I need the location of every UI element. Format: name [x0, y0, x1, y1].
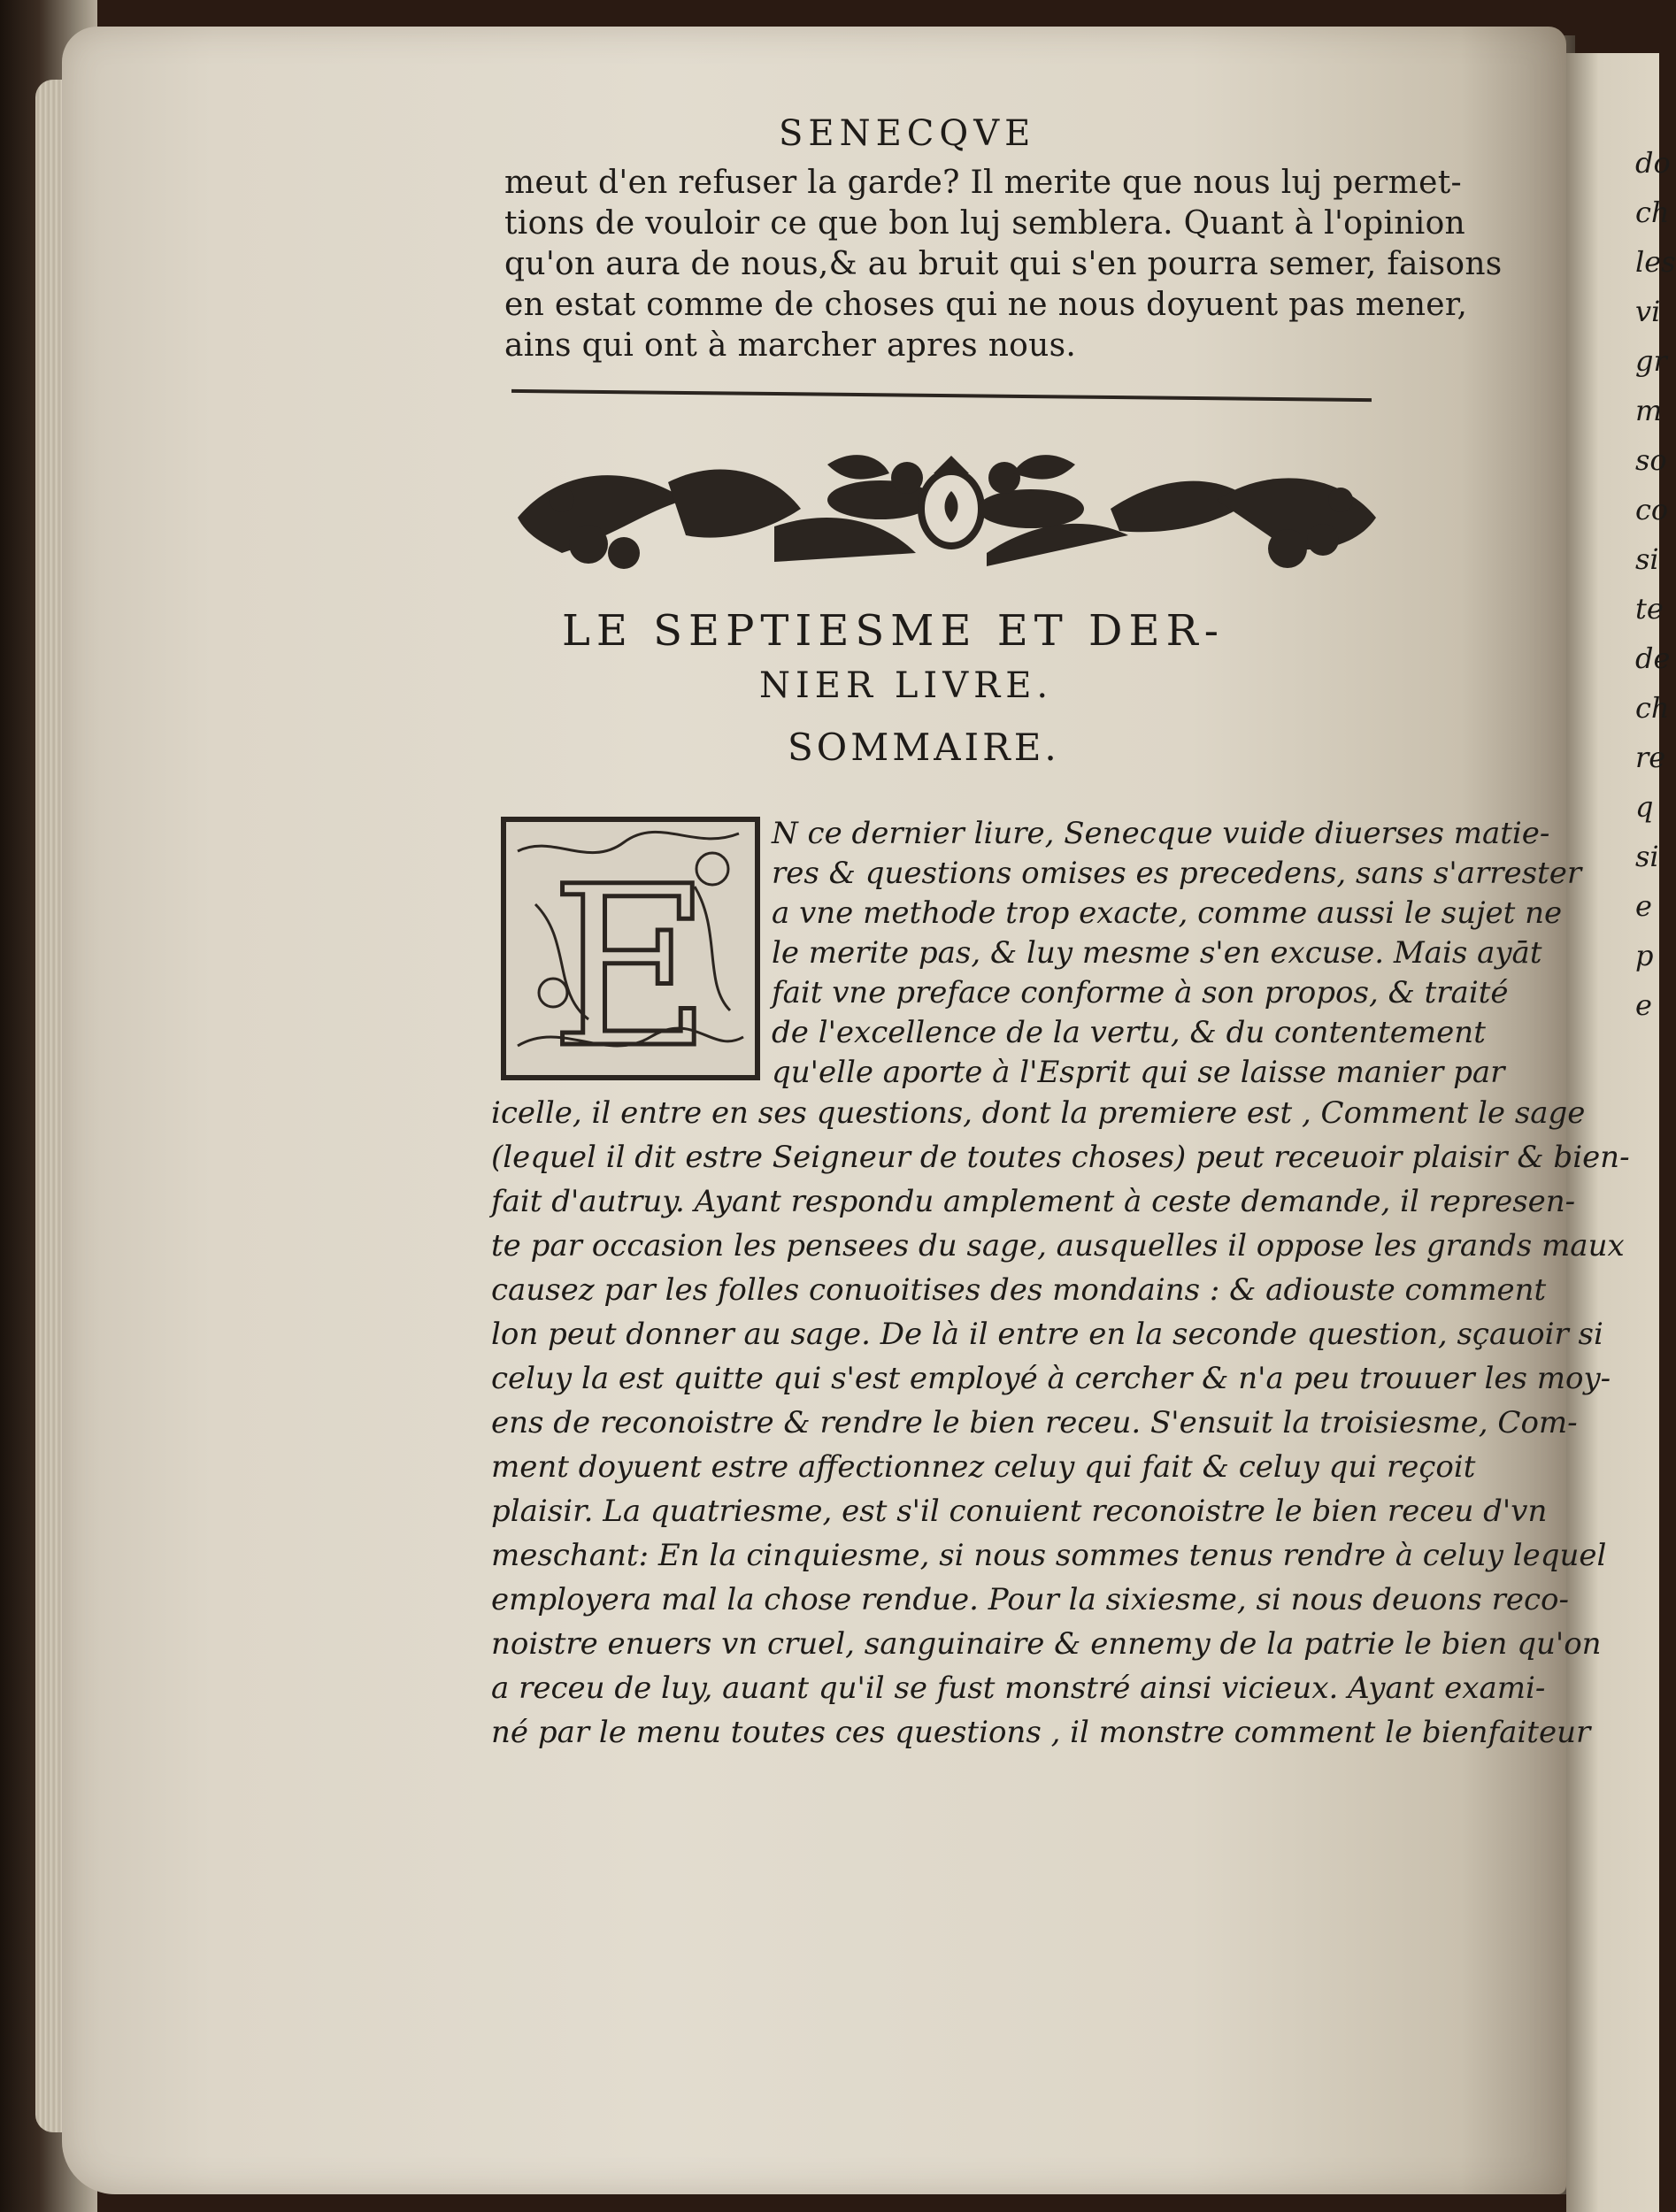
summary-line: te par occasion les pensees du sage, ausquelles il oppose les grands maux — [491, 1228, 1625, 1263]
summary-line: fait vne preface conforme à son propos, & traité — [772, 975, 1509, 1010]
section-heading: SOMMAIRE. — [788, 726, 1060, 769]
right-page-fragment: so — [1635, 443, 1667, 477]
fleur-de-lis-cherub-ornament-icon — [509, 447, 1385, 588]
text-line: tions de vouloir ce que bon luj semblera. Quant à l'opinion — [504, 205, 1466, 242]
summary-line: a vne methode trop exacte, comme aussi le sujet ne — [772, 895, 1563, 931]
right-page-fragment: ch — [1635, 196, 1670, 229]
right-page-fragment: si — [1635, 542, 1659, 576]
right-page-fragment: e — [1635, 988, 1652, 1022]
summary-line: employera mal la chose rendue. Pour la sixiesme, si nous deuons reco- — [491, 1582, 1569, 1617]
summary-line: né par le menu toutes ces questions , il monstre comment le bienfaiteur — [491, 1715, 1591, 1750]
summary-line: noistre enuers vn cruel, sanguinaire & ennemy de la patrie le bien qu'on — [491, 1626, 1602, 1662]
summary-line: causez par les folles conuoitises des mondains : & adiouste comment — [491, 1272, 1547, 1308]
summary-line: ens de reconoistre & rendre le bien receu. S'ensuit la troisiesme, Com- — [491, 1405, 1578, 1440]
right-page-fragment: co — [1635, 493, 1669, 526]
text-line: en estat comme de choses qui ne nous doyuent pas mener, — [504, 287, 1468, 323]
summary-line: (lequel il dit estre Seigneur de toutes choses) peut receuoir plaisir & bien- — [491, 1140, 1630, 1175]
right-page-fragment: ch — [1635, 691, 1670, 725]
text-line: ains qui ont à marcher apres nous. — [504, 327, 1077, 364]
right-page-fragment: les — [1635, 245, 1676, 279]
right-page-fragment: p — [1635, 939, 1654, 972]
summary-line: lon peut donner au sage. De là il entre en la seconde question, sçauoir si — [491, 1317, 1603, 1352]
right-page-fragment: de — [1635, 641, 1671, 675]
summary-line: icelle, il entre en ses questions, dont la premiere est , Comment le sage — [491, 1095, 1586, 1131]
book-title-line2: NIER LIVRE. — [759, 665, 1054, 706]
summary-line: de l'excellence de la vertu, & du contentement — [772, 1015, 1486, 1050]
summary-line: celuy la est quitte qui s'est employé à cercher & n'a peu trouuer les moy- — [491, 1361, 1611, 1396]
book-title-line1: LE SEPTIESME ET DER- — [562, 606, 1225, 656]
right-page-fragment: e — [1635, 889, 1652, 923]
right-page-fragment: gr — [1635, 344, 1667, 378]
right-page-fragment: q — [1635, 790, 1654, 824]
text-line: qu'on aura de nous,& au bruit qui s'en pourra semer, faisons — [504, 246, 1503, 282]
summary-line: qu'elle aporte à l'Esprit qui se laisse manier par — [772, 1055, 1505, 1090]
summary-line: fait d'autruy. Ayant respondu amplement à ceste demande, il represen- — [491, 1184, 1576, 1219]
summary-line: N ce dernier liure, Senecque vuide diuerses matie- — [772, 816, 1550, 851]
running-head: SENECQVE — [779, 113, 1036, 154]
initial-letter: E — [550, 839, 712, 1096]
summary-line: le merite pas, & luy mesme s'en excuse. Mais ayāt — [772, 935, 1542, 971]
right-page-fragment: re — [1635, 741, 1666, 774]
decorated-initial — [500, 816, 761, 1096]
right-page-fragment: m — [1635, 394, 1663, 427]
right-page-fragment: do — [1635, 146, 1671, 180]
summary-line: plaisir. La quatriesme, est s'il conuient reconoistre le bien receu d'vn — [491, 1494, 1548, 1529]
right-page-fragment: te — [1635, 592, 1664, 626]
right-page-fragment: si — [1635, 840, 1659, 873]
summary-line: a receu de luy, auant qu'il se fust monstré ainsi vicieux. Ayant exami- — [491, 1671, 1546, 1706]
right-page-fragment: vi — [1635, 295, 1661, 328]
text-line: meut d'en refuser la garde? Il merite que nous luj permet- — [504, 165, 1462, 201]
summary-line: meschant: En la cinquiesme, si nous sommes tenus rendre à celuy lequel — [491, 1538, 1607, 1573]
summary-line: res & questions omises es precedens, sans s'arrester — [772, 856, 1582, 891]
summary-line: ment doyuent estre affectionnez celuy qui fait & celuy qui reçoit — [491, 1449, 1476, 1485]
